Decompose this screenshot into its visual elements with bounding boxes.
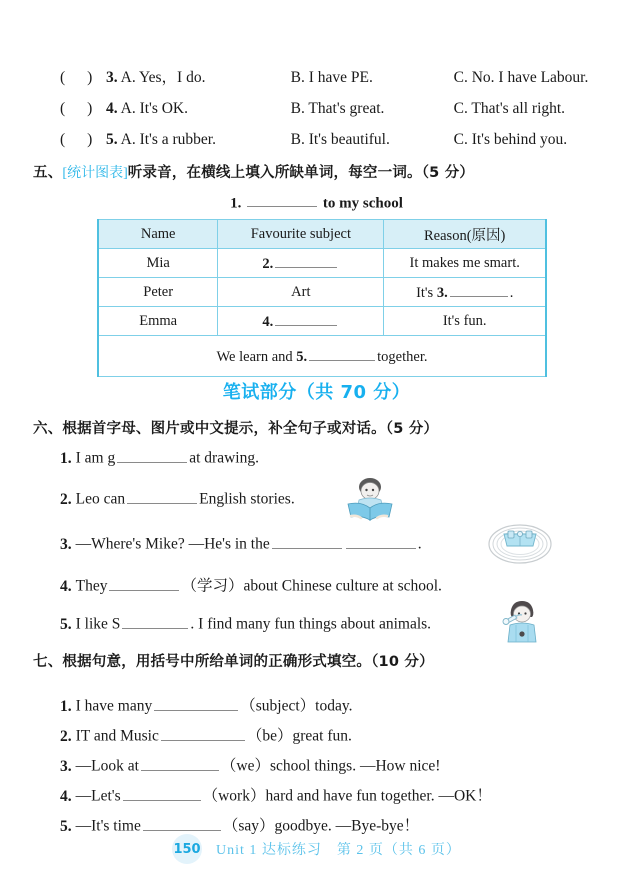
question-prefix: —It's time [75, 817, 141, 835]
question-number: 5. [60, 817, 72, 835]
column-header-subject: Favourite subject [218, 220, 384, 249]
cell-subject: Art [218, 278, 384, 307]
playground-stadium-picture [487, 522, 553, 566]
question-suffix: （we）school things. —How nice! [220, 757, 441, 775]
bracket-close: ) [87, 69, 93, 86]
boy-reading-book-picture [342, 476, 394, 526]
answer-bracket[interactable] [60, 93, 106, 124]
bracket-open: ( [60, 131, 66, 148]
answer-blank[interactable] [247, 192, 317, 207]
cell-reason[interactable] [384, 278, 546, 307]
option-c[interactable]: C. It's behind you. [453, 131, 568, 148]
cell-name: Emma [98, 307, 218, 336]
question-prefix: I am g [75, 449, 116, 467]
page-footer [0, 832, 633, 866]
question-six-1 [60, 447, 259, 470]
table-row [98, 249, 546, 278]
table-footer-row [98, 336, 546, 377]
question-number: 1. [60, 697, 72, 715]
question-number: 4. [60, 787, 72, 805]
option-c[interactable]: C. No. I have Labour. [453, 69, 589, 86]
answer-bracket[interactable] [60, 62, 106, 93]
table-row [98, 307, 546, 336]
question-six-2 [60, 488, 295, 511]
bracket-open: ( [60, 100, 66, 117]
option-b[interactable]: B. I have PE. [290, 69, 373, 86]
question-number: 5. [60, 615, 72, 633]
section-seven-index: 七、 [33, 654, 63, 670]
column-header-name: Name [98, 220, 218, 249]
question-six-5 [60, 613, 431, 636]
bracket-close: ) [87, 100, 93, 117]
question-number: 3. [106, 69, 118, 86]
question-suffix: （be）great fun. [246, 727, 352, 745]
question-suffix: . I find many fun things about animals. [190, 615, 432, 633]
section-seven-heading [33, 651, 434, 673]
footer-text: Unit 1 达标练习 第 2 页（共 6 页） [216, 843, 461, 858]
boy-reading-book-icon [342, 476, 394, 526]
listening-fill-title [0, 192, 633, 212]
table-header-row [98, 220, 546, 249]
summary-prefix: We learn and [216, 348, 293, 365]
option-a[interactable]: A. Yes，I do. [120, 69, 206, 86]
answer-blank[interactable] [275, 311, 337, 326]
answer-blank[interactable] [272, 533, 342, 549]
cell-name: Peter [98, 278, 218, 307]
question-prefix: —Let's [75, 787, 121, 805]
table-row [60, 62, 589, 93]
section-six-index: 六、 [33, 421, 63, 437]
table-row [60, 124, 580, 155]
blank-number: 5. [296, 348, 308, 365]
playground-stadium-icon [487, 522, 553, 566]
answer-blank[interactable] [275, 253, 337, 268]
answer-bracket[interactable] [60, 124, 106, 155]
question-number: 1. [60, 449, 72, 467]
section-five-heading [33, 162, 474, 185]
blank-number: 2. [262, 255, 274, 272]
table-row [60, 93, 580, 124]
blank-number: 3. [436, 284, 448, 301]
blank-number: 4. [262, 313, 274, 330]
question-suffix: （say）goodbye. —Bye-bye！ [222, 817, 420, 835]
option-a[interactable]: A. It's OK. [120, 100, 188, 117]
option-c[interactable]: C. That's all right. [453, 100, 566, 117]
answer-blank[interactable] [450, 282, 508, 297]
reason-prefix: It's [416, 284, 434, 301]
question-suffix: . [417, 535, 422, 553]
question-suffix: （work）hard and have fun together. —OK！ [202, 787, 492, 805]
answer-blank[interactable] [346, 533, 416, 549]
answer-blank[interactable] [109, 575, 179, 591]
question-prefix: —Look at [75, 757, 139, 775]
question-prefix: I like S [75, 615, 121, 633]
question-number: 2. [60, 490, 72, 508]
question-suffix: at drawing. [189, 449, 259, 467]
survey-table-wrapper [97, 219, 547, 377]
cell-summary[interactable] [98, 336, 546, 377]
cell-subject[interactable] [218, 307, 384, 336]
question-suffix: （学习）about Chinese culture at school. [181, 577, 442, 595]
summary-suffix: together. [377, 348, 428, 365]
question-number: 4. [60, 577, 72, 595]
answer-blank[interactable] [154, 695, 238, 711]
cell-name: Mia [98, 249, 218, 278]
question-number: 4. [106, 100, 118, 117]
cell-reason: It's fun. [384, 307, 546, 336]
answer-blank[interactable] [122, 613, 188, 629]
question-number: 2. [60, 727, 72, 745]
table-row [98, 278, 546, 307]
bracket-close: ) [87, 131, 93, 148]
answer-blank[interactable] [161, 725, 245, 741]
page-number-badge: 150 [172, 834, 202, 864]
fill-title-number: 1. [230, 195, 242, 212]
question-number: 5. [106, 131, 118, 148]
reason-suffix: . [509, 284, 514, 301]
multiple-choice-block [60, 62, 589, 155]
question-number: 3. [60, 757, 72, 775]
option-b[interactable]: B. That's great. [290, 100, 385, 117]
answer-blank[interactable] [141, 755, 219, 771]
fill-title-text: to my school [322, 195, 403, 212]
question-seven-4 [60, 785, 492, 808]
question-six-4 [60, 575, 442, 598]
question-prefix: IT and Music [75, 727, 159, 745]
question-prefix: Leo can [75, 490, 126, 508]
section-five-instruction: 听录音，在横线上填入所缺单词，每空一词。（5 分） [127, 165, 475, 181]
question-prefix: They [75, 577, 108, 595]
question-prefix: I have many [75, 697, 153, 715]
section-five-index: 五、 [33, 165, 63, 181]
cell-reason: It makes me smart. [384, 249, 546, 278]
section-seven-instruction: 根据句意，用括号中所给单词的正确形式填空。（10 分） [62, 654, 434, 670]
answer-blank[interactable] [123, 785, 201, 801]
question-six-3 [60, 533, 422, 556]
bracket-open: ( [60, 69, 66, 86]
answer-blank[interactable] [117, 447, 187, 463]
cell-subject[interactable] [218, 249, 384, 278]
child-with-microscope-icon [496, 598, 548, 646]
question-number: 3. [60, 535, 72, 553]
option-b[interactable]: B. It's beautiful. [290, 131, 390, 148]
column-header-reason: Reason(原因) [384, 220, 546, 249]
section-six-instruction: 根据首字母、图片或中文提示，补全句子或对话。（5 分） [62, 421, 439, 437]
question-seven-1 [60, 695, 352, 718]
question-suffix: （subject）today. [240, 697, 353, 715]
section-six-heading [33, 418, 438, 440]
survey-table [97, 219, 547, 377]
child-with-microscope-picture [496, 598, 548, 646]
question-suffix: English stories. [199, 490, 295, 508]
answer-blank[interactable] [143, 815, 221, 831]
written-part-banner: 笔试部分（共 70 分） [222, 382, 411, 403]
question-seven-2 [60, 725, 352, 748]
section-five-tag: [统计图表] [62, 166, 128, 181]
answer-blank[interactable] [309, 346, 375, 361]
option-a[interactable]: A. It's a rubber. [120, 131, 216, 148]
answer-blank[interactable] [127, 488, 197, 504]
question-prefix: —Where's Mike? —He's in the [75, 535, 270, 553]
question-seven-3 [60, 755, 440, 778]
